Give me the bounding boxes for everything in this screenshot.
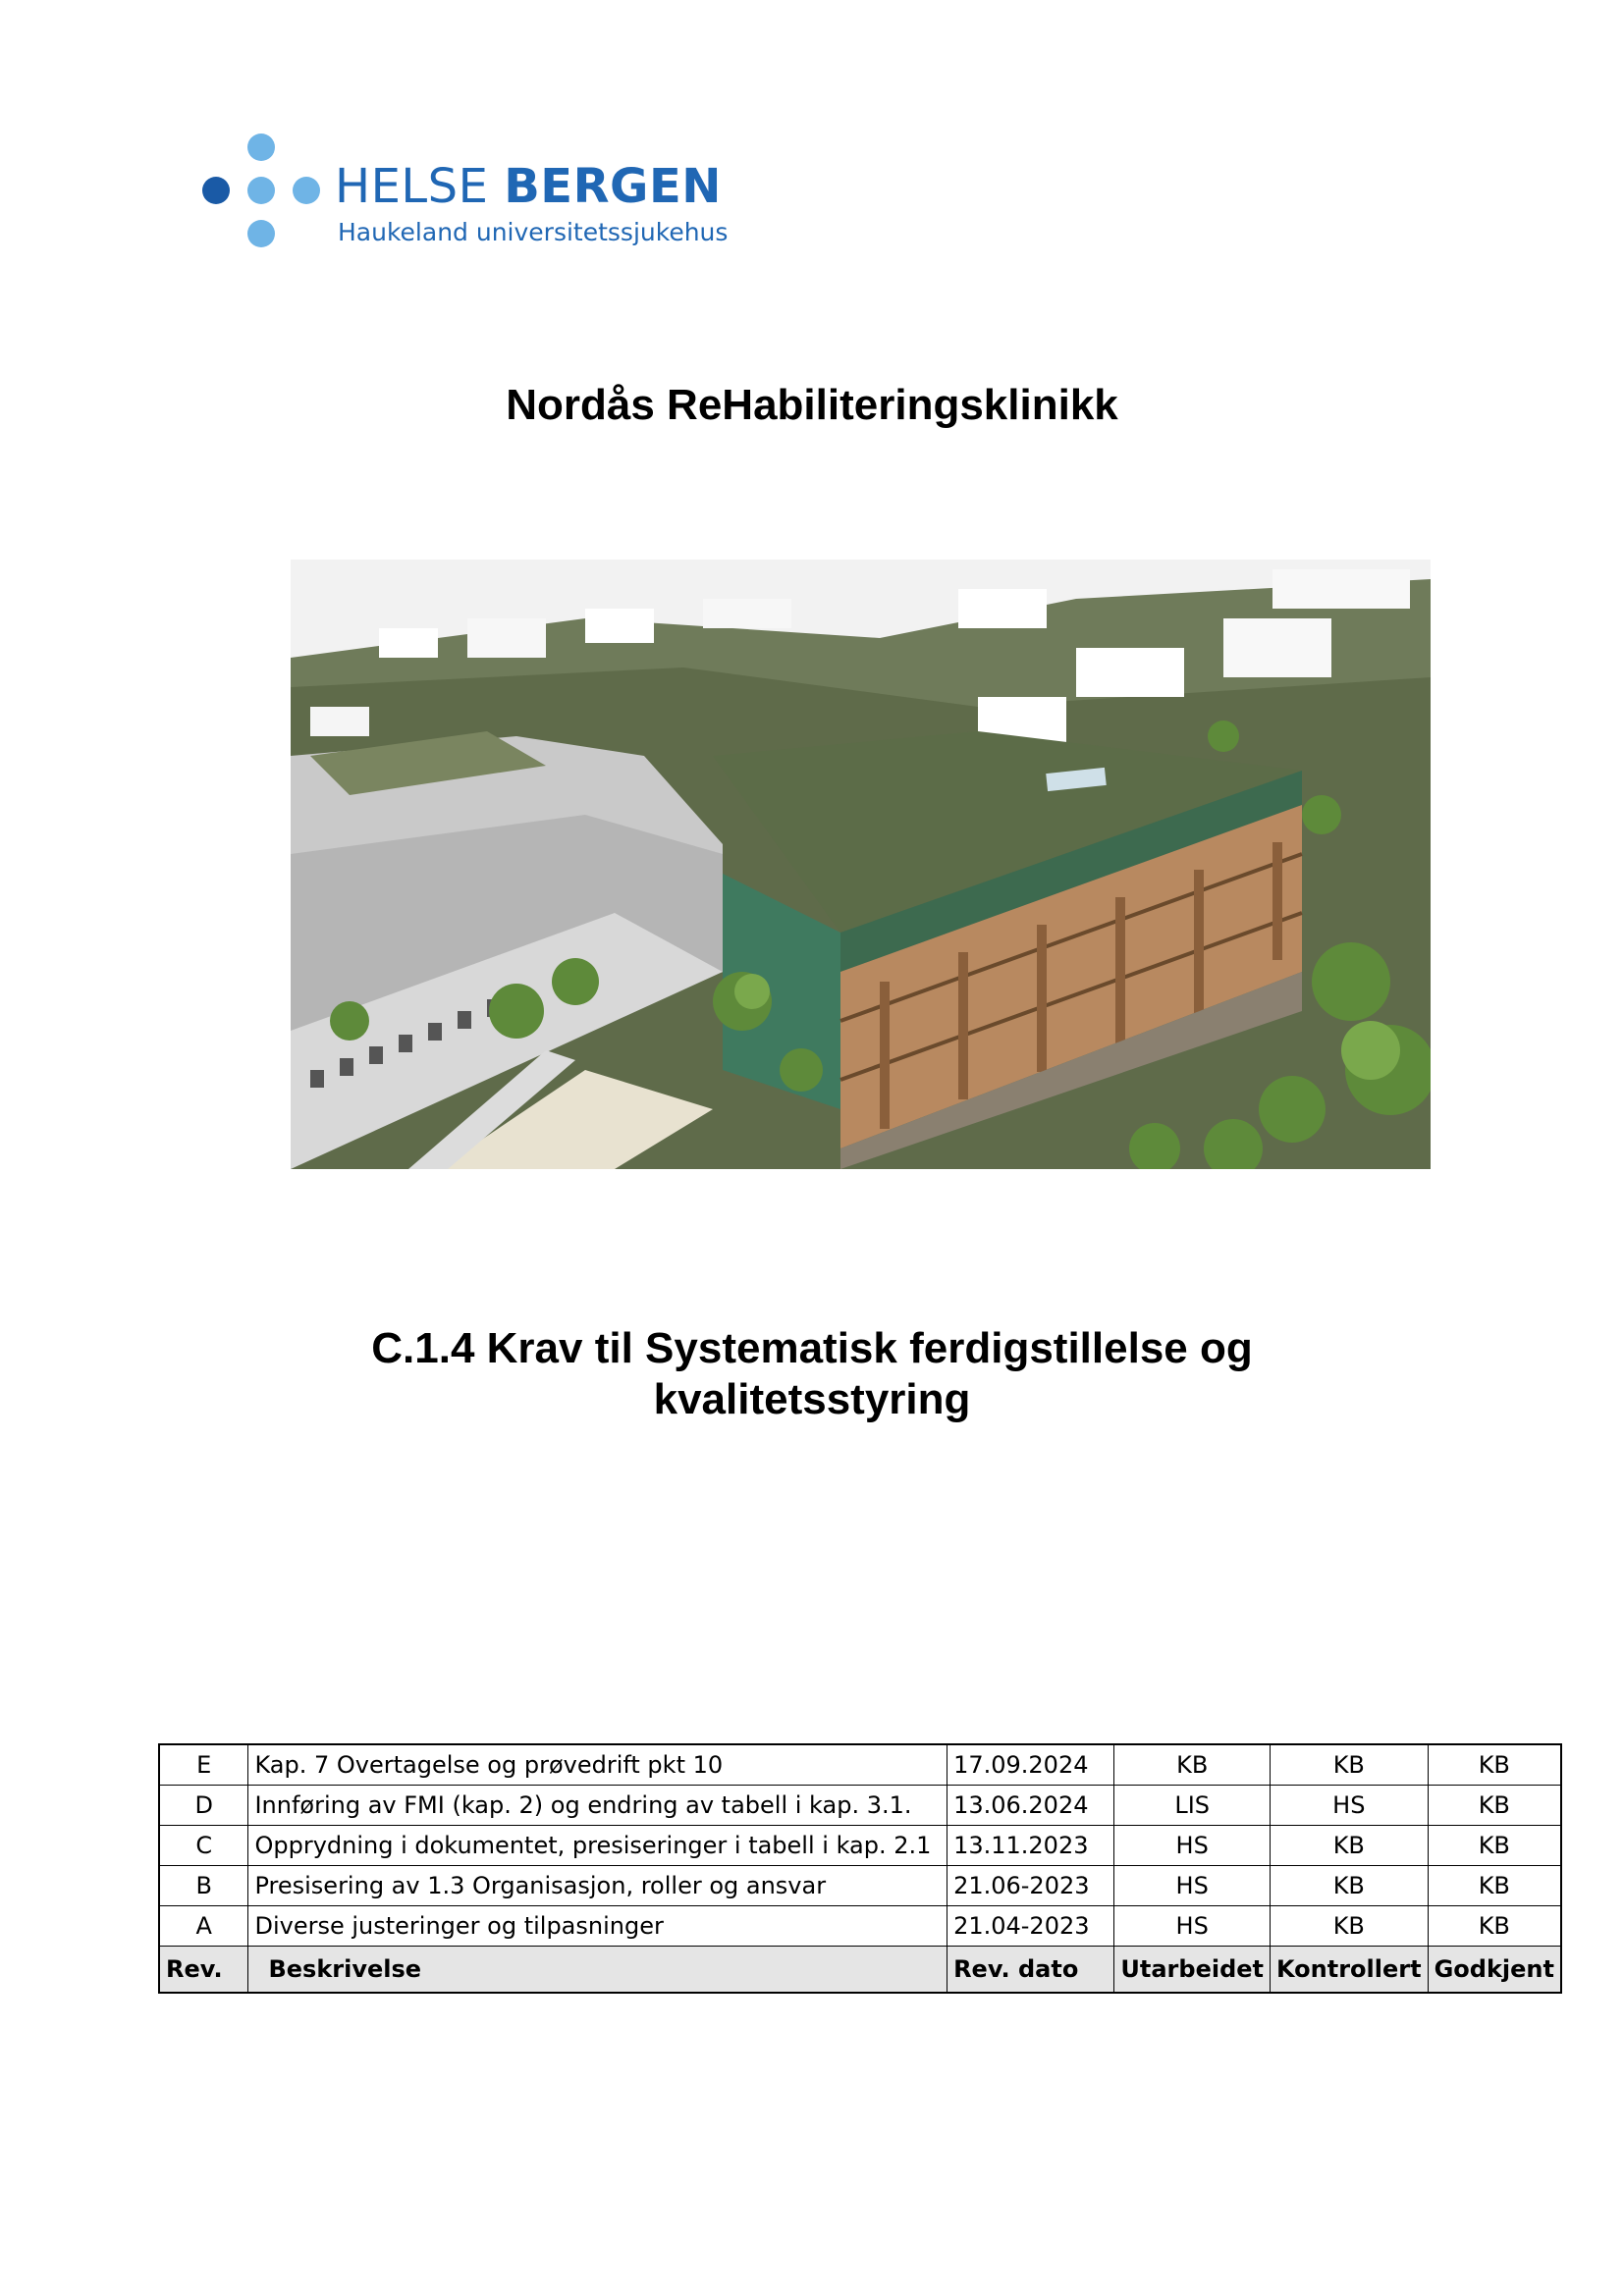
revision-row	[159, 1786, 1561, 1826]
revision-cell-rev: D	[159, 1786, 248, 1826]
revision-cell-prepared: KB	[1114, 1744, 1271, 1786]
revision-cell-checked: KB	[1271, 1906, 1429, 1947]
revision-cell-prepared: LIS	[1114, 1786, 1271, 1826]
building-rendering-image	[291, 560, 1431, 1169]
revision-cell-date: 21.04-2023	[947, 1906, 1114, 1947]
project-title: Nordås ReHabiliteringsklinikk	[506, 381, 1118, 429]
revision-cell-approved: KB	[1428, 1744, 1561, 1786]
revision-cell-date: 13.06.2024	[947, 1786, 1114, 1826]
revision-header-approved: Godkjent	[1428, 1947, 1561, 1994]
revision-cell-date: 17.09.2024	[947, 1744, 1114, 1786]
revision-header-row	[159, 1947, 1561, 1994]
revision-cell-description: Presisering av 1.3 Organisasjon, roller og ansvar	[248, 1866, 947, 1906]
revision-table	[158, 1743, 1562, 1994]
revision-cell-prepared: HS	[1114, 1826, 1271, 1866]
logo-tagline: Haukeland universitetssjukehus	[338, 218, 729, 246]
revision-cell-date: 21.06-2023	[947, 1866, 1114, 1906]
revision-cell-checked: KB	[1271, 1826, 1429, 1866]
revision-cell-prepared: HS	[1114, 1906, 1271, 1947]
revision-cell-date: 13.11.2023	[947, 1826, 1114, 1866]
revision-row	[159, 1826, 1561, 1866]
revision-cell-rev: A	[159, 1906, 248, 1947]
revision-cell-rev: E	[159, 1744, 248, 1786]
revision-header-description: Beskrivelse	[248, 1947, 947, 1994]
revision-header-rev: Rev.	[159, 1947, 248, 1994]
logo-cross-icon	[202, 133, 320, 251]
revision-cell-description: Kap. 7 Overtagelse og prøvedrift pkt 10	[248, 1744, 947, 1786]
logo-brand-text: HELSE BERGEN	[335, 159, 722, 214]
helse-bergen-logo	[202, 133, 729, 251]
revision-cell-prepared: HS	[1114, 1866, 1271, 1906]
revision-cell-description: Diverse justeringer og tilpasninger	[248, 1906, 947, 1947]
revision-cell-approved: KB	[1428, 1826, 1561, 1866]
revision-cell-rev: C	[159, 1826, 248, 1866]
revision-row	[159, 1744, 1561, 1786]
revision-cell-checked: KB	[1271, 1744, 1429, 1786]
revision-cell-approved: KB	[1428, 1866, 1561, 1906]
revision-header-date: Rev. dato	[947, 1947, 1114, 1994]
document-title-line-1: C.1.4 Krav til Systematisk ferdigstillelse og	[371, 1324, 1253, 1372]
document-title-line-2: kvalitetsstyring	[653, 1375, 971, 1423]
revision-row	[159, 1906, 1561, 1947]
revision-cell-checked: KB	[1271, 1866, 1429, 1906]
revision-row	[159, 1866, 1561, 1906]
revision-header-checked: Kontrollert	[1271, 1947, 1429, 1994]
revision-header-prepared: Utarbeidet	[1114, 1947, 1271, 1994]
revision-cell-rev: B	[159, 1866, 248, 1906]
document-title	[0, 1323, 1624, 1425]
revision-cell-approved: KB	[1428, 1786, 1561, 1826]
revision-cell-approved: KB	[1428, 1906, 1561, 1947]
revision-cell-checked: HS	[1271, 1786, 1429, 1826]
revision-cell-description: Innføring av FMI (kap. 2) og endring av tabell i kap. 3.1.	[248, 1786, 947, 1826]
revision-cell-description: Opprydning i dokumentet, presiseringer i tabell i kap. 2.1	[248, 1826, 947, 1866]
